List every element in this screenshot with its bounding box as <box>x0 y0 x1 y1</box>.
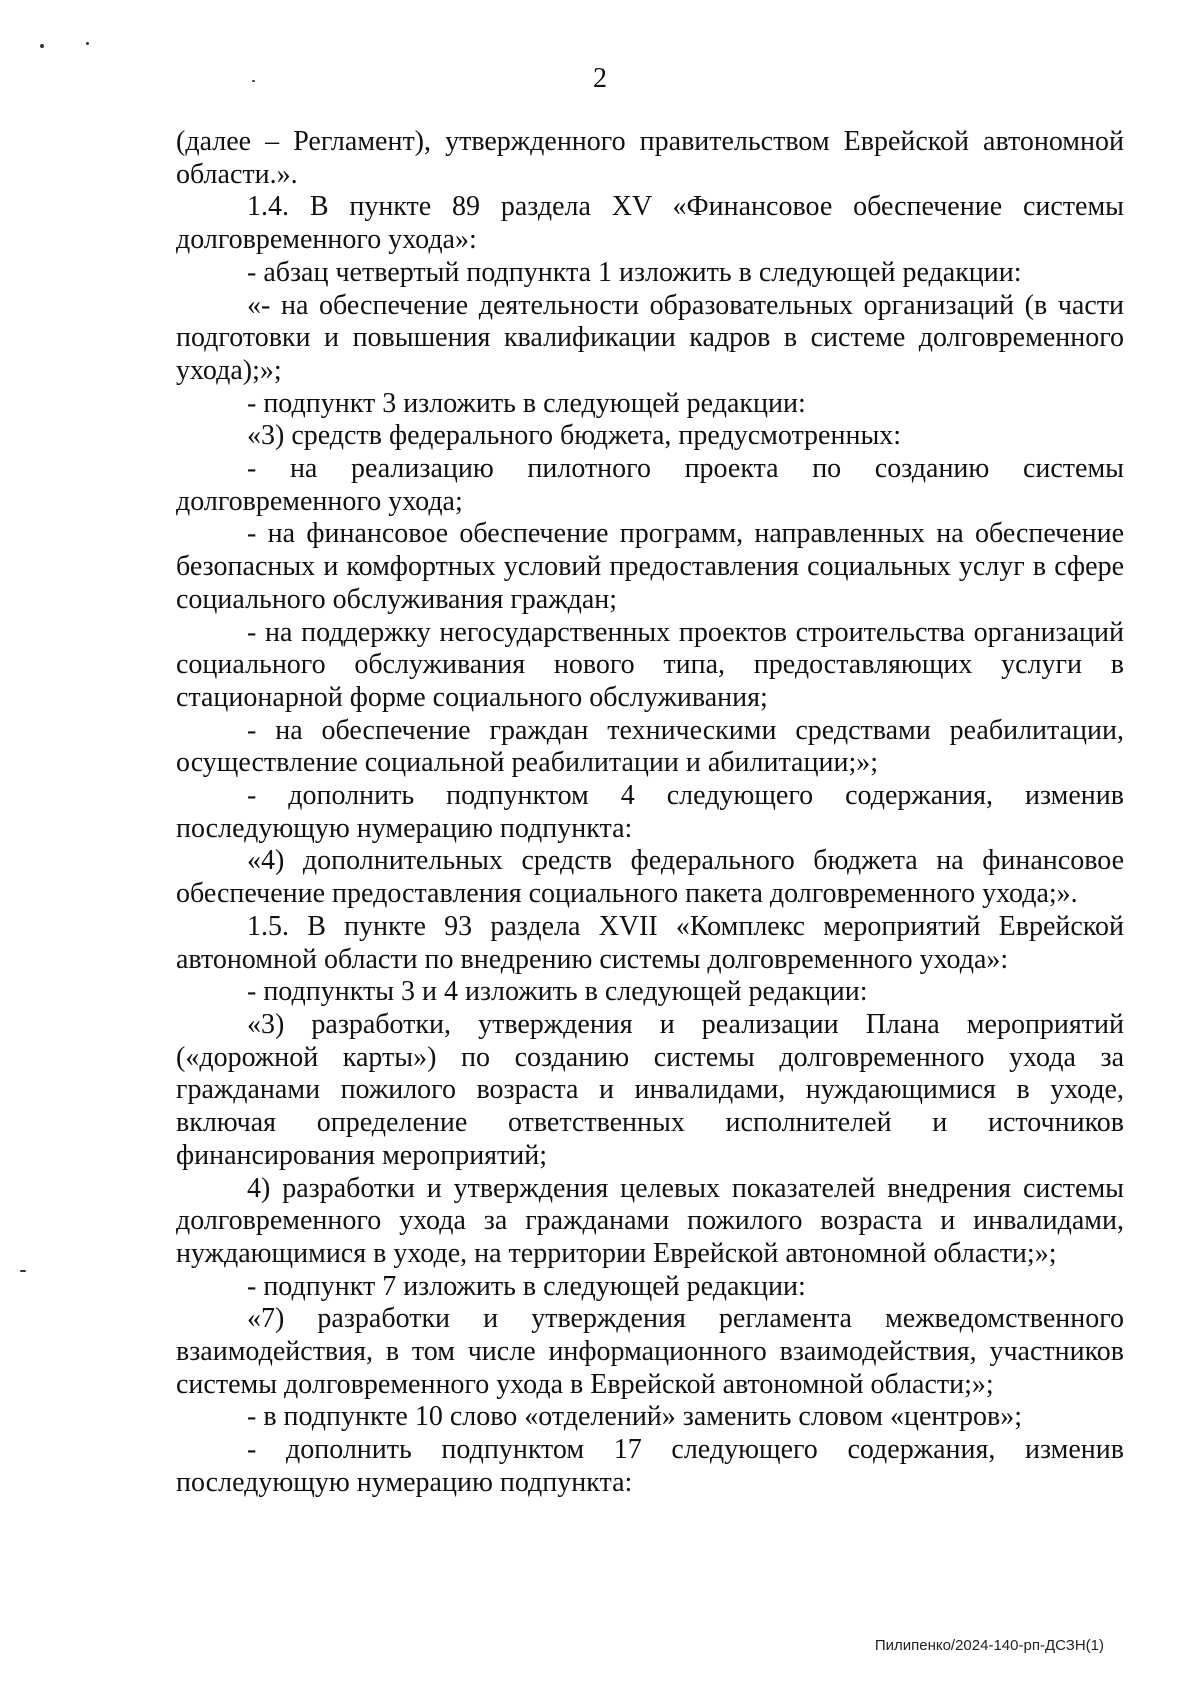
paragraph: - в подпункте 10 слово «отделений» заменить словом «центров»; <box>247 1401 1022 1433</box>
paragraph: (далее – Регламент), утвержденного правительством Еврейской автономной области.». <box>176 126 1124 190</box>
document-code: Пилипенко/2024-140-рп-ДСЗН(1) <box>874 1637 1104 1654</box>
scan-speck <box>86 42 89 45</box>
paragraph: - на обеспечение граждан техническими средствами реабилитации, осуществление социальной реабилитации и абилитации;»; <box>176 714 1124 779</box>
paragraph: - подпункт 7 изложить в следующей редакции: <box>247 1270 806 1302</box>
scan-speck <box>20 1270 26 1272</box>
scan-speck <box>40 44 44 48</box>
paragraph: - на финансовое обеспечение программ, направленных на обеспечение безопасных и комфортных условий предоставления социальных услуг в сфере социального обслуживания граждан; <box>176 518 1124 615</box>
paragraph: 1.5. В пункте 93 раздела XVII «Комплекс мероприятий Еврейской автономной области по внедрению системы долговременного ухода»: <box>176 910 1124 975</box>
paragraph: «3) средств федерального бюджета, предусмотренных: <box>247 420 902 452</box>
paragraph: - подпункт 3 изложить в следующей редакции: <box>247 387 806 419</box>
paragraph: - дополнить подпунктом 4 следующего содержания, изменив последующую нумерацию подпункта: <box>176 780 1124 844</box>
paragraph: «- на обеспечение деятельности образовательных организаций (в части подготовки и повышения квалификации кадров в системе долговременного ухода);»; <box>176 289 1124 386</box>
paragraph: - на поддержку негосударственных проектов строительства организаций социального обслуживания нового типа, предоставляющих услуги в стационарной форме социального обслуживания; <box>176 616 1124 713</box>
paragraph: 1.4. В пункте 89 раздела XV «Финансовое обеспечение системы долговременного ухода»: <box>176 191 1124 256</box>
paragraph: - подпункты 3 и 4 изложить в следующей редакции: <box>247 976 868 1008</box>
paragraph: - абзац четвертый подпункта 1 изложить в следующей редакции: <box>247 256 1022 288</box>
page-number: 2 <box>593 63 607 94</box>
document-body <box>176 126 1124 1500</box>
paragraph: «3) разработки, утверждения и реализации Плана мероприятий («дорожной карты») по созданию системы долговременного ухода за гражданами пожилого возраста и инвалидами, нуждающимися в уходе, включая определение ответственных исполнителей и источников финансирования мероприятий; <box>176 1008 1124 1171</box>
paragraph: 4) разработки и утверждения целевых показателей внедрения системы долговременного ухода за гражданами пожилого возраста и инвалидами, нуждающимися в уходе, на территории Еврейской автономной области;»; <box>176 1172 1124 1269</box>
paragraph: «7) разработки и утверждения регламента межведомственного взаимодействия, в том числе информационного взаимодействия, участников системы долговременного ухода в Еврейской автономной области;»; <box>176 1303 1124 1400</box>
paragraph: - дополнить подпунктом 17 следующего содержания, изменив последующую нумерацию подпункта: <box>176 1434 1124 1498</box>
paragraph: «4) дополнительных средств федерального бюджета на финансовое обеспечение предоставления социального пакета долговременного ухода;». <box>176 845 1124 910</box>
paragraph: - на реализацию пилотного проекта по созданию системы долговременного ухода; <box>176 453 1124 517</box>
